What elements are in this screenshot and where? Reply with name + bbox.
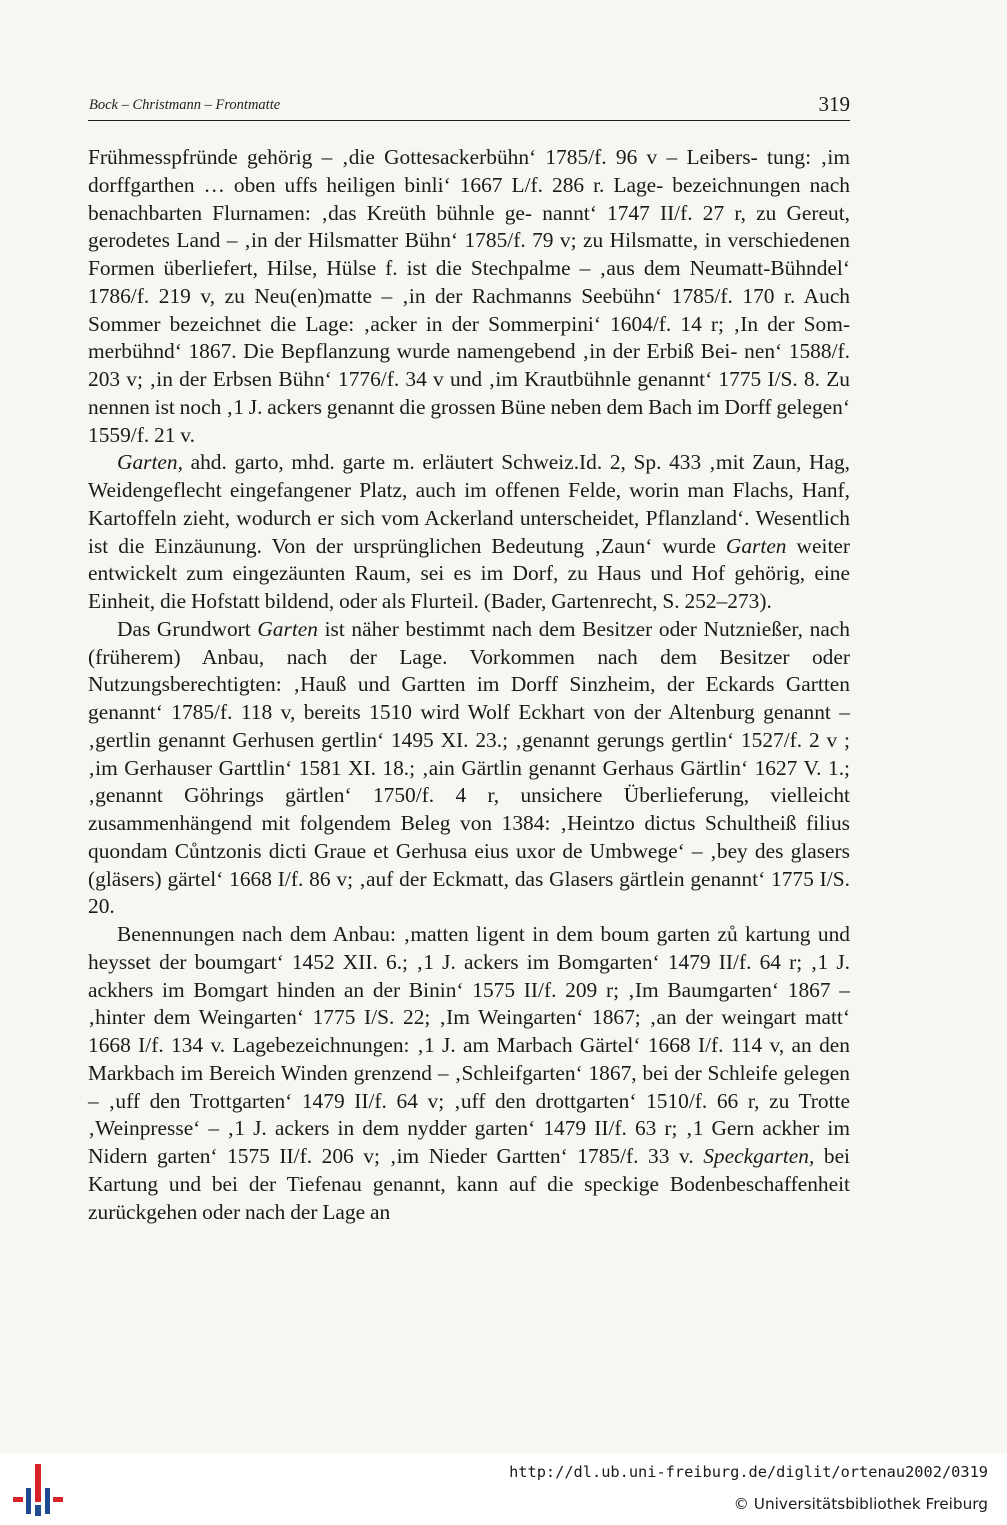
page-number: 319 <box>818 92 850 116</box>
paragraph-4 <box>88 921 850 1226</box>
logo-red-bar-center <box>35 1464 41 1502</box>
term-garten-2: Garten <box>725 533 787 558</box>
term-speckgarten: Speckgarten, <box>703 1144 815 1168</box>
term-garten: Garten, <box>117 450 183 475</box>
logo-blue-bar-2 <box>35 1505 41 1516</box>
p3-lead: Das Grundwort <box>117 616 258 641</box>
p1-line: bezeichnet die Lage: ‚acker in der Sommerpini‘ 1604/f. 14 r; ‚In der Som- <box>169 311 850 336</box>
paragraph-3 <box>88 616 850 921</box>
p3-text: ist näher bestimmt nach dem Besitzer oder Nutznießer, nach (früherem) Anbau, nach der Lage. Vorkommen nach dem Besitzer oder Nutzungsberechtigten: ‚Hauß und Gartten im Dorff Sinzheim, der Eckards Gartten genannt‘ 1785/f. 118 v, bereits 1510 wird Wolf Eckhart von der Altenburg genannt – ‚gertlin genannt Gerhusen gertlin‘ 1495 XI. 23.; ‚genannt gerungs gertlin‘ 1527/f. 2 v ; ‚im Gerhauser Garttlin‘ 1581 XI. 18.; ‚ain Gärtlin genannt Gerhaus Gärtlin‘ 1627 V. 1.; ‚genannt Göhrings gärtlen‘ 1750/f. 4 r, unsichere Überlieferung, vielleicht zusammenhängend mit folgendem Beleg von 1384: ‚Heintzo dictus Schultheiß filius quondam Cůntzonis dicti Graue et Gerhusa eius uxor de Umbwege‘ – ‚bey des glasers (gläsers) gärtel‘ 1668 I/f. 86 v; ‚auf der Eckmatt, das Glasers gärtlein genannt‘ 1775 I/S. 20. <box>88 616 851 919</box>
p1-line: nannt‘ 1747 II/f. 27 r, zu Gereut, gerodetes Land – ‚in der Hilsmatter Bühn‘ <box>88 200 850 253</box>
p1-line: 1785/f. 79 v; zu Hilsmatte, in verschiedenen Formen überliefert, Hilse, <box>88 228 850 280</box>
p1-line: nen‘ 1588/f. 203 v; ‚in der Erbsen Bühn‘ 1776/f. 34 v und ‚im Krautbühnle <box>88 339 850 391</box>
logo-red-bar-right <box>53 1497 63 1502</box>
p1-line: Hülse f. ist die Stechpalme – ‚aus dem Neumatt-Bühndel‘ 1786/f. 219 v, zu <box>88 256 850 308</box>
ub-freiburg-logo-icon <box>12 1464 64 1516</box>
p4-text: bei Kartung und bei der Tiefenau genannt, kann auf die speckige Bodenbeschaffenheit zurückgehen oder nach der Lage an <box>88 1144 851 1224</box>
p2-text-1: ahd. garto, mhd. garte m. erläutert Schweiz.Id. 2, Sp. 433 ‚mit Zaun, Hag, Weidengeflecht eingefangener Platz, auch im offenen Felde, worin man Flachs, Hanf, Kartoffeln zieht, wodurch er sich vom Ackerland unterscheidet, Pflanzland‘. Wesentlich ist die Einzäunung. Von der ursprünglichen Bedeutung ‚Zaun‘ wurde <box>88 450 850 558</box>
paragraph-1 <box>88 144 850 449</box>
term-garten-3: Garten <box>257 616 318 641</box>
body-text <box>88 144 850 1226</box>
logo-red-bar-left <box>13 1497 23 1502</box>
logo-blue-bar-3 <box>45 1488 50 1514</box>
logo-blue-bar-1 <box>26 1488 31 1514</box>
p4-lead: Benennungen nach dem Anbau: ‚matten ligent in dem boum garten zů kartung und heysset der boumgart‘ 1452 XII. 6.; ‚1 J. ackers im Bomgarten‘ 1479 II/f. 64 r; ‚1 J. ackhers im Bomgart hinden an der Binin‘ 1575 II/f. 209 r; ‚Im Baumgarten‘ 1867 – ‚hinter dem Weingarten‘ 1775 I/S. 22; ‚Im Weingarten‘ 1867; ‚an der weingart matt‘ 1668 I/f. 134 v. Lagebezeichnungen: ‚1 J. am Marbach Gärtel‘ 1668 I/f. 114 v, an den Markbach im Bereich Winden grenzend – ‚Schleifgarten‘ 1867, bei der Schleife gelegen – ‚uff den Trottgarten‘ 1479 II/f. 64 v; ‚uff den drottgarten‘ 1510/f. 66 r, zu Trotte ‚Weinpresse‘ – ‚1 J. ackers in dem nydder garten‘ 1479 II/f. 63 r; ‚1 Gern ackher im Nidern garten‘ 1575 II/f. 206 v; ‚im Nieder Gartten‘ 1785/f. 33 v. <box>88 922 850 1168</box>
running-title: Bock – Christmann – Frontmatte <box>89 97 281 113</box>
p1-line: tung: ‚im dorffgarthen … oben uffs heiligen binli‘ 1667 L/f. 286 r. Lage- <box>88 145 850 197</box>
footer-bar <box>0 1453 1007 1525</box>
source-url[interactable]: http://dl.ub.uni-freiburg.de/diglit/ortenau2002/0319 <box>509 1463 988 1481</box>
paragraph-2 <box>88 449 850 616</box>
page-header <box>88 86 850 121</box>
p1-line: merbühnd‘ 1867. Die Bepflanzung wurde namengebend ‚in der Erbiß Bei- <box>88 339 738 364</box>
p1-line: Frühmesspfründe gehörig – ‚die Gottesackerbühn‘ 1785/f. 96 v – Leibers- <box>88 145 758 169</box>
p1-line: Neu(en)matte – ‚in der Rachmanns Seebühn‘ 1785/f. 170 r. Auch Sommer <box>88 283 851 336</box>
p2-text-2: weiter entwickelt zum eingezäunten Raum, sei es im Dorf, zu Haus und Hof gehörig, eine Einheit, die Hofstatt bildend, oder als Flurteil. (Bader, Gartenrecht, S. 252–273). <box>88 533 851 613</box>
p1-line: bezeichnungen nach benachbarten Flurnamen: ‚das Kreüth bühnle ge- <box>88 172 850 225</box>
p1-line: Büne neben dem Bach im Dorff gelegen‘ 1559/f. 21 v. <box>88 394 850 447</box>
copyright-notice: © Universitätsbibliothek Freiburg <box>733 1495 988 1513</box>
p1-line: genannt‘ 1775 I/S. 8. Zu nennen ist noch ‚1 J. ackers genannt die grossen <box>88 367 851 419</box>
